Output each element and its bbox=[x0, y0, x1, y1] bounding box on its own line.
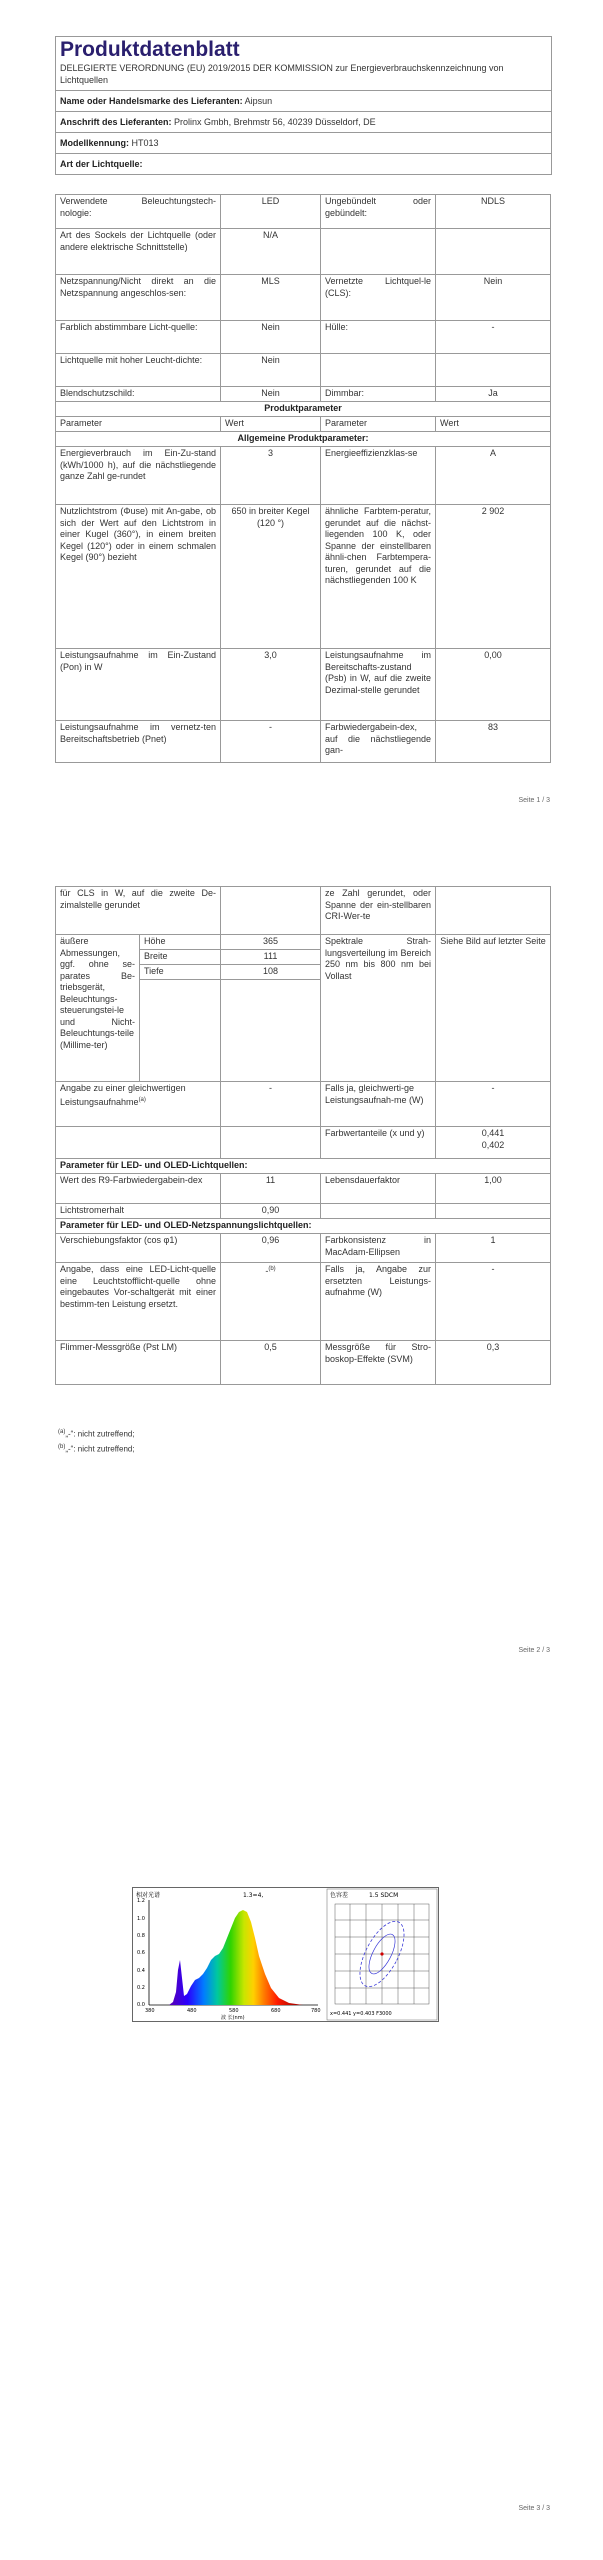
cell-value: Nein bbox=[221, 354, 321, 387]
table-row bbox=[56, 1234, 551, 1263]
column-header-row bbox=[56, 417, 551, 432]
y-tick: 1.2 bbox=[137, 1898, 145, 1904]
cell-empty bbox=[321, 354, 436, 387]
luminous-flux-value: 650 in breiter Kegel (120 °) bbox=[221, 505, 321, 649]
equivalent-power-w-value: - bbox=[436, 1082, 551, 1127]
spectrum-graphic bbox=[133, 1888, 438, 2021]
model-value: HT013 bbox=[131, 138, 159, 148]
datasheet-header bbox=[55, 36, 552, 175]
x-tick: 780 bbox=[311, 2008, 321, 2014]
dimensions-label: äußere Abmessungen, ggf. ohne se-parates Be-triebsgerät, Beleuchtungs-steuerungstei-le und Nicht-Beleuchtungs-teile (Millime-ter) bbox=[56, 935, 140, 1082]
energy-consumption-label: Energieverbrauch im Ein-Zu-stand (kWh/1000 h), auf die nächstliegende ganze Zahl ge-rundet bbox=[56, 447, 221, 505]
y-tick: 0.0 bbox=[137, 2002, 145, 2008]
cell-label: Farblich abstimmbare Licht-quelle: bbox=[56, 321, 221, 354]
regulation-text: DELEGIERTE VERORDNUNG (EU) 2019/2015 DER KOMMISSION zur Energieverbrauchskennzeichnung von Lichtquellen bbox=[56, 62, 551, 91]
dim-value-height: 365 bbox=[221, 935, 321, 950]
footnote-a bbox=[58, 1427, 135, 1440]
cct-value: 2 902 bbox=[436, 505, 551, 649]
table-row bbox=[56, 321, 551, 354]
cell-empty bbox=[436, 1204, 551, 1219]
cell-empty bbox=[321, 229, 436, 275]
y-tick: 0.4 bbox=[137, 1968, 145, 1974]
cell-empty bbox=[436, 887, 551, 935]
chromaticity-y: 0,402 bbox=[481, 1139, 505, 1150]
supplier-label: Name oder Handelsmarke des Lieferanten: bbox=[60, 96, 243, 106]
survival-factor-value: 1,00 bbox=[436, 1174, 551, 1204]
stroboscopic-value: 0,3 bbox=[436, 1341, 551, 1385]
page-footer: Seite 1 / 3 bbox=[518, 797, 550, 804]
table-row bbox=[56, 387, 551, 402]
chromaticity-point bbox=[380, 1952, 383, 1955]
table-row bbox=[56, 1204, 551, 1219]
cell-empty bbox=[140, 980, 221, 1082]
equivalent-power-value: - bbox=[221, 1082, 321, 1127]
standby-power-value: 0,00 bbox=[436, 649, 551, 721]
y-tick: 1.0 bbox=[137, 1916, 145, 1922]
dim-label-depth: Tiefe bbox=[140, 965, 221, 980]
cell-label: Dimmbar: bbox=[321, 387, 436, 402]
table-row bbox=[56, 447, 551, 505]
cell-empty bbox=[436, 354, 551, 387]
footnote-a-mark: (a) bbox=[58, 1429, 66, 1435]
cell-label: Netzspannung/Nicht direkt an die Netzspannung angeschlos-sen: bbox=[56, 275, 221, 321]
replacement-power-value: - bbox=[436, 1263, 551, 1341]
table-row bbox=[56, 229, 551, 275]
networked-standby-label: Leistungsaufnahme im vernetz-ten Bereitschaftsbetrieb (Pnet) bbox=[56, 721, 221, 763]
luminous-flux-label: Nutzlichtstrom (Φuse) mit An-gabe, ob sich der Wert auf den Lichtstrom in einer Kugel (360°), in einem breiten Kegel (120°) oder in einem schmalen Kegel (90°) bezieht bbox=[56, 505, 221, 649]
section-header-row bbox=[56, 432, 551, 447]
replacement-claim-label: Angabe, dass eine LED-Licht-quelle eine Leuchtstofflicht-quelle ohne eingebautes Vor-schaltgerät mit einer bestimm-ten Leistung ersetzt. bbox=[56, 1263, 221, 1341]
dim-label-width: Breite bbox=[140, 950, 221, 965]
equivalent-power-w-label: Falls ja, gleichwerti-ge Leistungsaufnah-me (W) bbox=[321, 1082, 436, 1127]
footnote-ref-a: (a) bbox=[138, 1096, 146, 1103]
cell-label: Vernetzte Lichtquel-le (CLS): bbox=[321, 275, 436, 321]
table-row bbox=[56, 1341, 551, 1385]
y-tick: 0.8 bbox=[137, 1933, 145, 1939]
cell-empty bbox=[221, 1127, 321, 1159]
on-power-label: Leistungsaufnahme im Ein-Zustand (Pon) in W bbox=[56, 649, 221, 721]
colour-consistency-label: Farbkonsistenz in MacAdam-Ellipsen bbox=[321, 1234, 436, 1263]
cell-value: - bbox=[436, 321, 551, 354]
energy-consumption-value: 3 bbox=[221, 447, 321, 505]
survival-factor-label: Lebensdauerfaktor bbox=[321, 1174, 436, 1204]
lightsource-type-table bbox=[55, 194, 551, 763]
cell-label: Hülle: bbox=[321, 321, 436, 354]
col-header-param: Parameter bbox=[56, 417, 221, 432]
params-table-continued bbox=[55, 886, 551, 1385]
cell-value: NDLS bbox=[436, 195, 551, 229]
footnote-ref-b: (b) bbox=[268, 1266, 276, 1272]
section-title-general: Allgemeine Produktparameter: bbox=[56, 432, 551, 447]
lumen-maintenance-label: Lichtstromerhalt bbox=[56, 1204, 221, 1219]
replacement-power-label: Falls ja, Angabe zur ersetzten Leistungs-aufnahme (W) bbox=[321, 1263, 436, 1341]
networked-standby-value: - bbox=[221, 721, 321, 763]
table-row bbox=[56, 1174, 551, 1204]
cell-label: Verwendete Beleuchtungstech-nologie: bbox=[56, 195, 221, 229]
lightsource-type-row bbox=[56, 154, 551, 175]
cri-value: 83 bbox=[436, 721, 551, 763]
equivalent-power-label bbox=[56, 1082, 221, 1127]
cell-value: Nein bbox=[436, 275, 551, 321]
section-header-row bbox=[56, 1159, 551, 1174]
section-title-mains: Parameter für LED- und OLED-Netzspannungslichtquellen: bbox=[56, 1219, 551, 1234]
cell-value: N/A bbox=[221, 229, 321, 275]
lightsource-label: Art der Lichtquelle: bbox=[60, 159, 143, 169]
displacement-factor-label: Verschiebungsfaktor (cos φ1) bbox=[56, 1234, 221, 1263]
on-power-value: 3,0 bbox=[221, 649, 321, 721]
dim-value-depth: 108 bbox=[221, 965, 321, 980]
energy-class-value: A bbox=[436, 447, 551, 505]
cell-value: Nein bbox=[221, 321, 321, 354]
x-tick: 580 bbox=[229, 2008, 239, 2014]
col-header-param: Parameter bbox=[321, 417, 436, 432]
cell-empty bbox=[321, 1204, 436, 1219]
address-row bbox=[56, 112, 551, 133]
chromaticity-footer: x=0.441 y=0.403 F3000 bbox=[330, 2011, 392, 2017]
cell-label: Blendschutzschild: bbox=[56, 387, 221, 402]
chromaticity-label: Farbwertanteile (x und y) bbox=[321, 1127, 436, 1159]
col-header-value: Wert bbox=[221, 417, 321, 432]
chromaticity-x: 0,441 bbox=[481, 1128, 505, 1138]
spectrum-title: 相对光谱 bbox=[136, 1892, 161, 1899]
footnote-b bbox=[58, 1442, 135, 1455]
standby-power-label: Leistungsaufnahme im Bereitschafts-zustand (Psb) in W, auf die zweite Dezimal-stelle gerundet bbox=[321, 649, 436, 721]
model-row bbox=[56, 133, 551, 154]
footnote-b-text: „-“: nicht zutreffend; bbox=[65, 1444, 135, 1454]
table-row bbox=[56, 505, 551, 649]
table-row bbox=[56, 1082, 551, 1127]
lumen-maintenance-value: 0,90 bbox=[221, 1204, 321, 1219]
page-footer: Seite 3 / 3 bbox=[518, 2505, 550, 2512]
footnote-b-mark: (b) bbox=[58, 1444, 66, 1450]
cri-label-cont: ze Zahl gerundet, oder Spanne der ein-stellbaren CRI-Wer-te bbox=[321, 887, 436, 935]
page-footer: Seite 2 / 3 bbox=[518, 1647, 550, 1654]
cct-label: ähnliche Farbtem-peratur, gerundet auf die nächst-liegenden 100 K, oder Spanne der einstellbaren ähnli-chen Farbtempera-turen, gerundet auf die nächstliegenden 100 K bbox=[321, 505, 436, 649]
model-label: Modellkennung: bbox=[60, 138, 129, 148]
cell-label: Ungebündelt oder gebündelt: bbox=[321, 195, 436, 229]
cell-value: Ja bbox=[436, 387, 551, 402]
y-tick: 0.6 bbox=[137, 1950, 145, 1956]
r9-value: 11 bbox=[221, 1174, 321, 1204]
colour-consistency-value: 1 bbox=[436, 1234, 551, 1263]
cell-empty bbox=[56, 1127, 221, 1159]
x-tick: 680 bbox=[271, 2008, 281, 2014]
cell-value: MLS bbox=[221, 275, 321, 321]
x-axis-label: 波 长(nm) bbox=[221, 2015, 245, 2021]
table-row bbox=[56, 935, 551, 950]
footnote-a-text: „-“: nicht zutreffend; bbox=[65, 1429, 135, 1439]
cell-label: Art des Sockels der Lichtquelle (oder andere elektrische Schnittstelle) bbox=[56, 229, 221, 275]
cell-label: Lichtquelle mit hoher Leucht-dichte: bbox=[56, 354, 221, 387]
replacement-claim-value bbox=[221, 1263, 321, 1341]
spectrum-value: Siehe Bild auf letzter Seite bbox=[436, 935, 551, 1082]
table-row bbox=[56, 195, 551, 229]
table-row bbox=[56, 1127, 551, 1159]
spectrum-figure bbox=[132, 1887, 439, 2022]
table-row bbox=[56, 649, 551, 721]
cell-value: Nein bbox=[221, 387, 321, 402]
equivalent-power-text: Angabe zu einer gleichwertigen Leistungsaufnahme bbox=[60, 1083, 186, 1107]
tolerance-title: 色容差 bbox=[330, 1892, 349, 1899]
y-tick: 0.2 bbox=[137, 1985, 145, 1991]
x-tick: 480 bbox=[187, 2008, 197, 2014]
spectrum-header-value: 1.3=4, bbox=[243, 1892, 264, 1899]
cell-empty bbox=[221, 980, 321, 1082]
table-row bbox=[56, 275, 551, 321]
cell-empty bbox=[221, 887, 321, 935]
dim-value-width: 111 bbox=[221, 950, 321, 965]
table-row bbox=[56, 1263, 551, 1341]
table-row bbox=[56, 887, 551, 935]
energy-class-label: Energieeffizienzklas-se bbox=[321, 447, 436, 505]
table-row bbox=[56, 721, 551, 763]
dim-label-height: Höhe bbox=[140, 935, 221, 950]
chromaticity-value bbox=[436, 1127, 551, 1159]
displacement-factor-value: 0,96 bbox=[221, 1234, 321, 1263]
cri-label: Farbwiedergabein-dex, auf die nächstliegende gan- bbox=[321, 721, 436, 763]
flicker-value: 0,5 bbox=[221, 1341, 321, 1385]
tolerance-value: 1.5 SDCM bbox=[369, 1892, 399, 1899]
cell-value: LED bbox=[221, 195, 321, 229]
section-header-row bbox=[56, 402, 551, 417]
spectrum-label: Spektrale Strah-lungsverteilung im Bereich 250 nm bis 800 nm bei Vollast bbox=[321, 935, 436, 1082]
section-title-product-params: Produktparameter bbox=[56, 402, 551, 417]
r9-label: Wert des R9-Farbwiedergabein-dex bbox=[56, 1174, 221, 1204]
replacement-claim-text: - bbox=[265, 1266, 269, 1276]
supplier-value: Aipsun bbox=[244, 96, 273, 106]
section-header-row bbox=[56, 1219, 551, 1234]
networked-standby-label-cont: für CLS in W, auf die zweite De-zimalstelle gerundet bbox=[56, 887, 221, 935]
address-value: Prolinx Gmbh, Brehmstr 56, 40239 Düsseldorf, DE bbox=[174, 117, 376, 127]
flicker-label: Flimmer-Messgröße (Pst LM) bbox=[56, 1341, 221, 1385]
supplier-row bbox=[56, 91, 551, 112]
cell-empty bbox=[436, 229, 551, 275]
stroboscopic-label: Messgröße für Stro-boskop-Effekte (SVM) bbox=[321, 1341, 436, 1385]
page-title: Produktdatenblatt bbox=[60, 38, 240, 61]
x-tick: 380 bbox=[145, 2008, 155, 2014]
table-row bbox=[56, 354, 551, 387]
col-header-value: Wert bbox=[436, 417, 551, 432]
section-title-led: Parameter für LED- und OLED-Lichtquellen: bbox=[56, 1159, 551, 1174]
address-label: Anschrift des Lieferanten: bbox=[60, 117, 172, 127]
